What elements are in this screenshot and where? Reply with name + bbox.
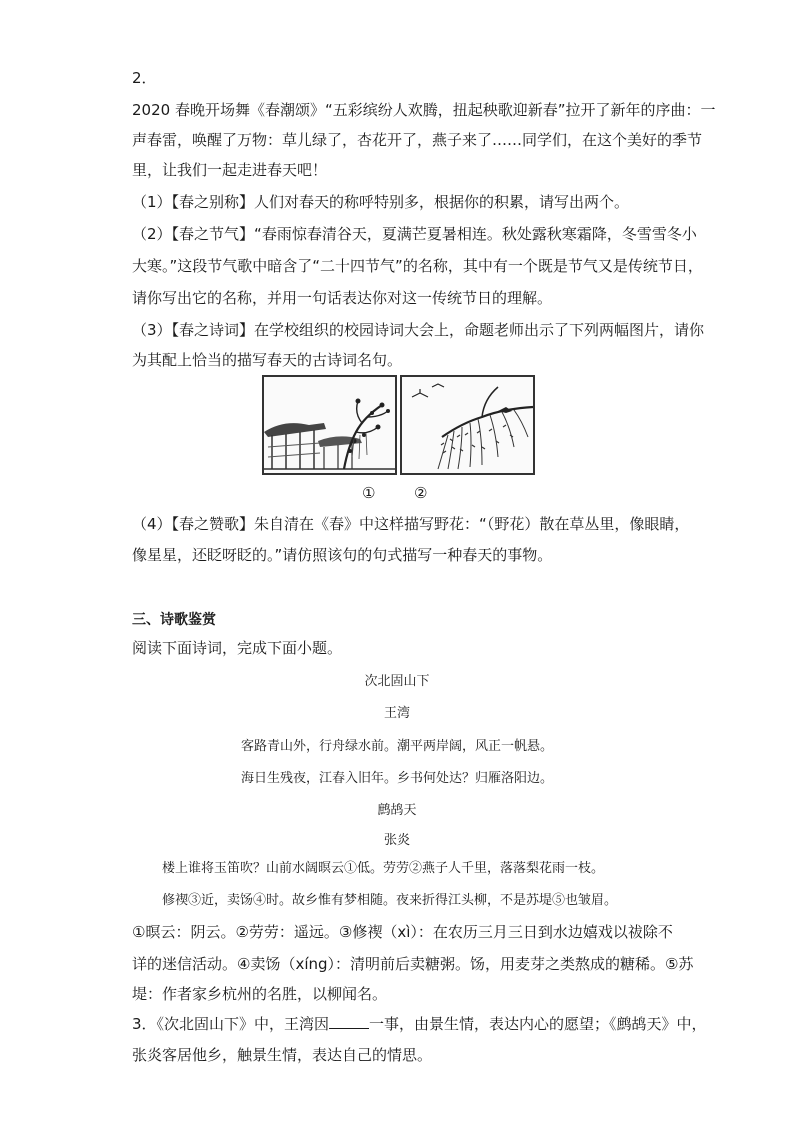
poem-author: 王湾 bbox=[383, 706, 410, 721]
illustration-pavilion-plum bbox=[262, 375, 397, 475]
poem-author: 张炎 bbox=[383, 833, 410, 848]
annotation-line: 堤：作者家乡杭州的名胜，以柳闻名。 bbox=[132, 985, 388, 1003]
illustration-willow-swallow bbox=[400, 375, 535, 475]
sub-question-2-line: （2）【春之节气】“春雨惊春清谷天，夏满芒夏暑相连。秋处露秋寒霜降，冬雪雪冬小 bbox=[132, 225, 697, 243]
poem-title: 鹧鸪天 bbox=[377, 803, 417, 818]
q2-intro-line: 声春雷，唤醒了万物：草儿绿了，杏花开了，燕子来了……同学们，在这个美好的季节 bbox=[132, 131, 703, 149]
question-3-text-after: 一事，由景生情，表达内心的愿望；《鹧鸪天》中， bbox=[369, 1015, 707, 1033]
annotation-line: 详的迷信活动。④卖饧（xíng）：清明前后卖糖粥。饧，用麦芽之类熬成的糖稀。⑤苏 bbox=[132, 955, 694, 973]
section-heading: 三、诗歌鉴赏 bbox=[132, 612, 216, 628]
sub-question-2-line: 请你写出它的名称，并用一句话表达你对这一传统节日的理解。 bbox=[132, 289, 553, 307]
poem-line: 修禊③近，卖饧④时。故乡惟有梦相随。夜来折得江头柳，不是苏堤⑤也皱眉。 bbox=[162, 893, 618, 908]
sub-question-4-line: 像星星，还眨呀眨的。”请仿照该句的句式描写一种春天的事物。 bbox=[132, 546, 553, 564]
sub-question-1: （1）【春之别称】人们对春天的称呼特别多，根据你的积累，请写出两个。 bbox=[132, 193, 630, 211]
sub-question-4-line: （4）【春之赞歌】朱自清在《春》中这样描写野花：“（野花）散在草丛里，像眼睛， bbox=[132, 515, 690, 533]
poem-line: 楼上谁将玉笛吹？山前水阔暝云①低。劳劳②燕子人千里，落落梨花雨一枝。 bbox=[162, 861, 605, 876]
sub-question-3-line: （3）【春之诗词】在学校组织的校园诗词大会上，命题老师出示了下列两幅图片，请你 bbox=[132, 321, 705, 339]
poem-line: 海日生残夜，江春入旧年。乡书何处达？归雁洛阳边。 bbox=[240, 771, 553, 786]
answer-blank[interactable] bbox=[329, 1014, 369, 1029]
question-3-line: 张炎客居他乡，触景生情，表达自己的情思。 bbox=[132, 1046, 433, 1064]
question-3-line bbox=[132, 1014, 707, 1034]
poem-title: 次北固山下 bbox=[364, 674, 430, 689]
annotation-line: ①暝云：阴云。②劳劳：遥远。③修禊（xì）：在农历三月三日到水边嬉戏以祓除不 bbox=[132, 923, 673, 941]
figure-2-label: ② bbox=[414, 484, 428, 502]
question-3-text-before: 3．《次北固山下》中，王湾因 bbox=[132, 1015, 330, 1033]
sub-question-2-line: 大寒。”这段节气歌中暗含了“二十四节气”的名称，其中有一个既是节气又是传统节日， bbox=[132, 257, 703, 275]
figure-1-label: ① bbox=[362, 484, 376, 502]
sub-question-3-line: 为其配上恰当的描写春天的古诗词名句。 bbox=[132, 351, 403, 369]
pavilion-plum-drawing bbox=[264, 377, 395, 473]
question-number: 2． bbox=[132, 69, 157, 87]
willow-swallow-drawing bbox=[402, 377, 533, 473]
poem-line: 客路青山外，行舟绿水前。潮平两岸阔，风正一帆悬。 bbox=[240, 739, 553, 754]
q2-intro-line: 里，让我们一起走进春天吧！ bbox=[132, 161, 328, 179]
section-instruction: 阅读下面诗词，完成下面小题。 bbox=[132, 639, 343, 657]
q2-intro-line: 2020 春晚开场舞《春潮颂》“五彩缤纷人欢腾，扭起秧歌迎新春”拉开了新年的序曲：一 bbox=[132, 101, 716, 119]
